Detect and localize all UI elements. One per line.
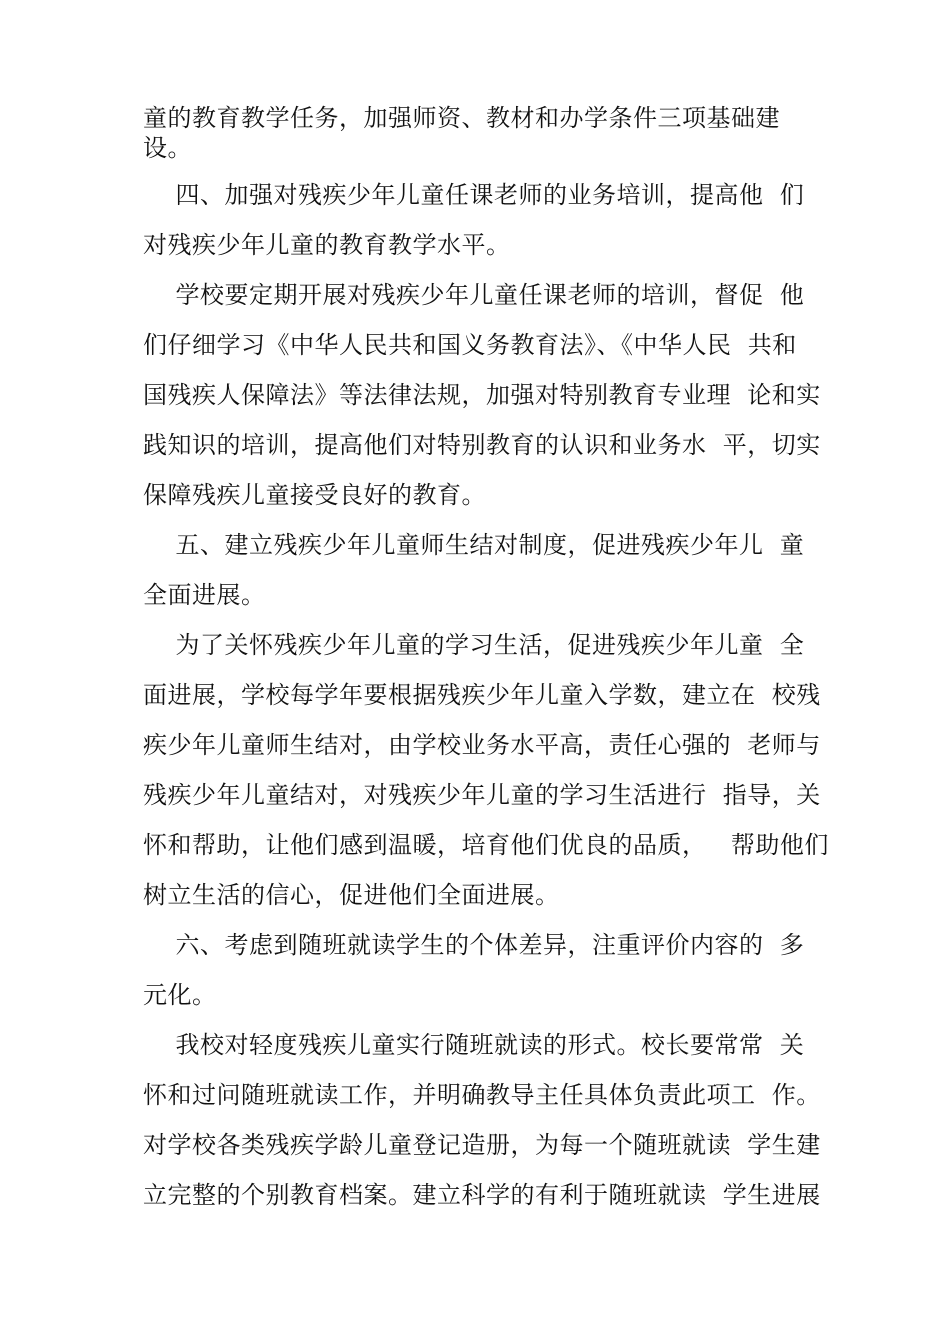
text-line: 学校要定期开展对残疾少年儿童任课老师的培训，督促 他	[143, 281, 805, 309]
text-line: 保障残疾儿童接受良好的教育。	[143, 481, 486, 509]
text-line: 六、考虑到随班就读学生的个体差异，注重评价内容的 多	[143, 931, 805, 959]
text-line: 立完整的个别教育档案。建立科学的有利于随班就读 学生进展	[143, 1181, 821, 1209]
text-line: 我校对轻度残疾儿童实行随班就读的形式。校长要常常 关	[143, 1031, 805, 1059]
text-line: 国残疾人保障法》等法律法规，加强对特别教育专业理 论和实	[143, 381, 821, 409]
text-line: 对残疾少年儿童的教育教学水平。	[143, 231, 511, 259]
text-line: 怀和过问随班就读工作，并明确教导主任具体负责此项工 作。	[143, 1081, 821, 1109]
text-line: 为了关怀残疾少年儿童的学习生活，促进残疾少年儿童 全	[143, 631, 805, 659]
text-line: 疾少年儿童师生结对，由学校业务水平高，责任心强的 老师与	[143, 731, 821, 759]
text-line: 面进展，学校每学年要根据残疾少年儿童入学数，建立在 校残	[143, 681, 821, 709]
text-line: 五、建立残疾少年儿童师生结对制度，促进残疾少年儿 童	[143, 531, 805, 559]
text-line: 四、加强对残疾少年儿童任课老师的业务培训，提高他 们	[143, 181, 805, 209]
text-line: 童的教育教学任务，加强师资、教材和办学条件三项基础建	[143, 104, 780, 132]
text-line: 残疾少年儿童结对，对残疾少年儿童的学习生活进行 指导，关	[143, 781, 821, 809]
text-line: 对学校各类残疾学龄儿童登记造册，为每一个随班就读 学生建	[143, 1131, 821, 1159]
text-line: 全面进展。	[143, 581, 266, 609]
text-line: 元化。	[143, 981, 217, 1009]
text-line: 们仔细学习《中华人民共和国义务教育法》、《中华人民 共和	[143, 331, 797, 359]
text-line: 设。	[143, 134, 192, 162]
text-line: 怀和帮助，让他们感到温暖，培育他们优良的品质， 帮助他们	[143, 831, 829, 859]
text-line: 践知识的培训，提高他们对特别教育的认识和业务水 平，切实	[143, 431, 821, 459]
text-line: 树立生活的信心，促进他们全面进展。	[143, 881, 560, 909]
